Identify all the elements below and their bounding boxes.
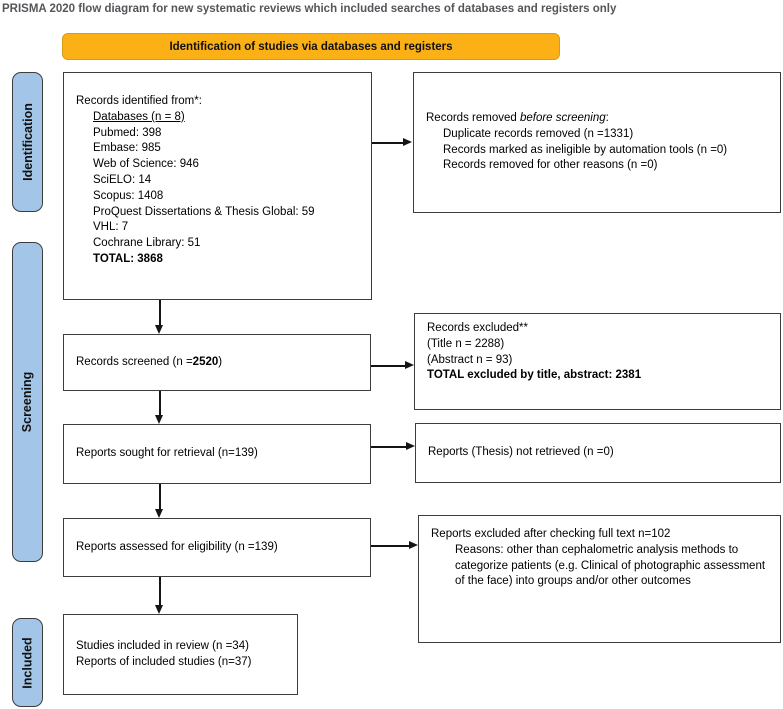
records-screened-label [76, 355, 222, 371]
studies-included-box [63, 614, 298, 695]
page-title: PRISMA 2020 flow diagram for new systematic reviews which included searches of databases and registers only [2, 3, 617, 15]
source-embase: Embase: 985 [93, 142, 161, 155]
connector-sought-to-not-retrieved [371, 446, 407, 448]
records-removed-duplicates: Duplicate records removed (n =1331) [443, 127, 634, 140]
records-screened-suffix: ) [218, 355, 223, 368]
connector-identified-to-screened [159, 300, 161, 326]
source-proquest: ProQuest Dissertations & Thesis Global: 59 [93, 205, 315, 218]
stage-identification [12, 72, 43, 212]
arrow-right-icon [403, 138, 412, 146]
source-pubmed: Pubmed: 398 [93, 126, 162, 139]
records-excluded-heading: Records excluded** [427, 322, 529, 334]
records-removed-automation: Records marked as ineligible by automation tools (n =0) [443, 143, 728, 156]
reports-sought-box [63, 424, 371, 484]
records-removed-other: Records removed for other reasons (n =0) [443, 159, 658, 172]
reports-excluded-fulltext-reasons: Reasons: other than cephalometric analysis methods to categorize patients (e.g. Clinical of photographic assessment of the face) into groups and/or other outcomes [455, 543, 766, 588]
stage-identification-label: Identification [20, 103, 35, 181]
reports-not-retrieved-label: Reports (Thesis) not retrieved (n =0) [428, 446, 614, 459]
studies-included-line: Studies included in review (n =34) [76, 639, 249, 652]
connector-screened-to-sought [159, 391, 161, 416]
reports-sought-label: Reports sought for retrieval (n=139) [76, 447, 258, 460]
connector-assessed-to-included [159, 577, 161, 606]
source-scielo: SciELO: 14 [93, 173, 152, 186]
stage-included [12, 618, 43, 707]
arrow-right-icon [409, 541, 418, 549]
records-identified-heading: Records identified from*: [76, 95, 202, 107]
records-excluded-title-count: (Title n = 2288) [427, 337, 505, 350]
banner-identification-via-databases [62, 33, 560, 60]
banner-label: Identification of studies via databases and registers [169, 40, 453, 53]
reports-not-retrieved-box [415, 423, 781, 483]
reports-assessed-label: Reports assessed for eligibility (n =139) [76, 540, 278, 553]
records-removed-heading-prefix: Records removed [426, 111, 520, 124]
source-web-of-science: Web of Science: 946 [93, 158, 199, 171]
records-excluded-abstract-count: (Abstract n = 93) [427, 353, 513, 366]
source-vhl: VHL: 7 [93, 221, 129, 234]
arrow-down-icon [155, 509, 163, 518]
arrow-down-icon [155, 325, 163, 334]
stage-screening [12, 242, 43, 562]
reports-included-line: Reports of included studies (n=37) [76, 655, 252, 668]
records-identified-box [63, 72, 372, 300]
connector-sought-to-assessed [159, 484, 161, 510]
connector-identified-to-removed [372, 142, 404, 144]
records-excluded-total: TOTAL excluded by title, abstract: 2381 [427, 369, 642, 382]
records-screened-value: 2520 [192, 355, 219, 368]
records-removed-heading [426, 111, 772, 127]
records-excluded-box [414, 313, 781, 410]
records-screened-prefix: Records screened (n = [76, 355, 193, 368]
records-identified-databases: Databases (n = 8) [93, 110, 185, 123]
stage-screening-label: Screening [20, 371, 35, 433]
reports-excluded-fulltext-heading: Reports excluded after checking full text n=102 [431, 528, 671, 540]
arrow-right-icon [405, 361, 414, 369]
source-cochrane: Cochrane Library: 51 [93, 237, 201, 250]
connector-screened-to-excluded [371, 365, 406, 367]
arrow-down-icon [155, 605, 163, 614]
records-removed-heading-italic: before screening [519, 111, 606, 124]
arrow-down-icon [155, 415, 163, 424]
records-screened-box [63, 334, 371, 391]
reports-assessed-box [63, 518, 371, 577]
arrow-right-icon [406, 442, 415, 450]
reports-excluded-fulltext-box [418, 515, 781, 643]
source-scopus: Scopus: 1408 [93, 189, 164, 202]
records-removed-box [413, 72, 781, 213]
records-identified-total: TOTAL: 3868 [93, 252, 163, 265]
connector-assessed-to-fulltext-excluded [371, 545, 410, 547]
stage-included-label: Included [20, 636, 35, 689]
records-removed-heading-suffix: : [605, 111, 609, 124]
